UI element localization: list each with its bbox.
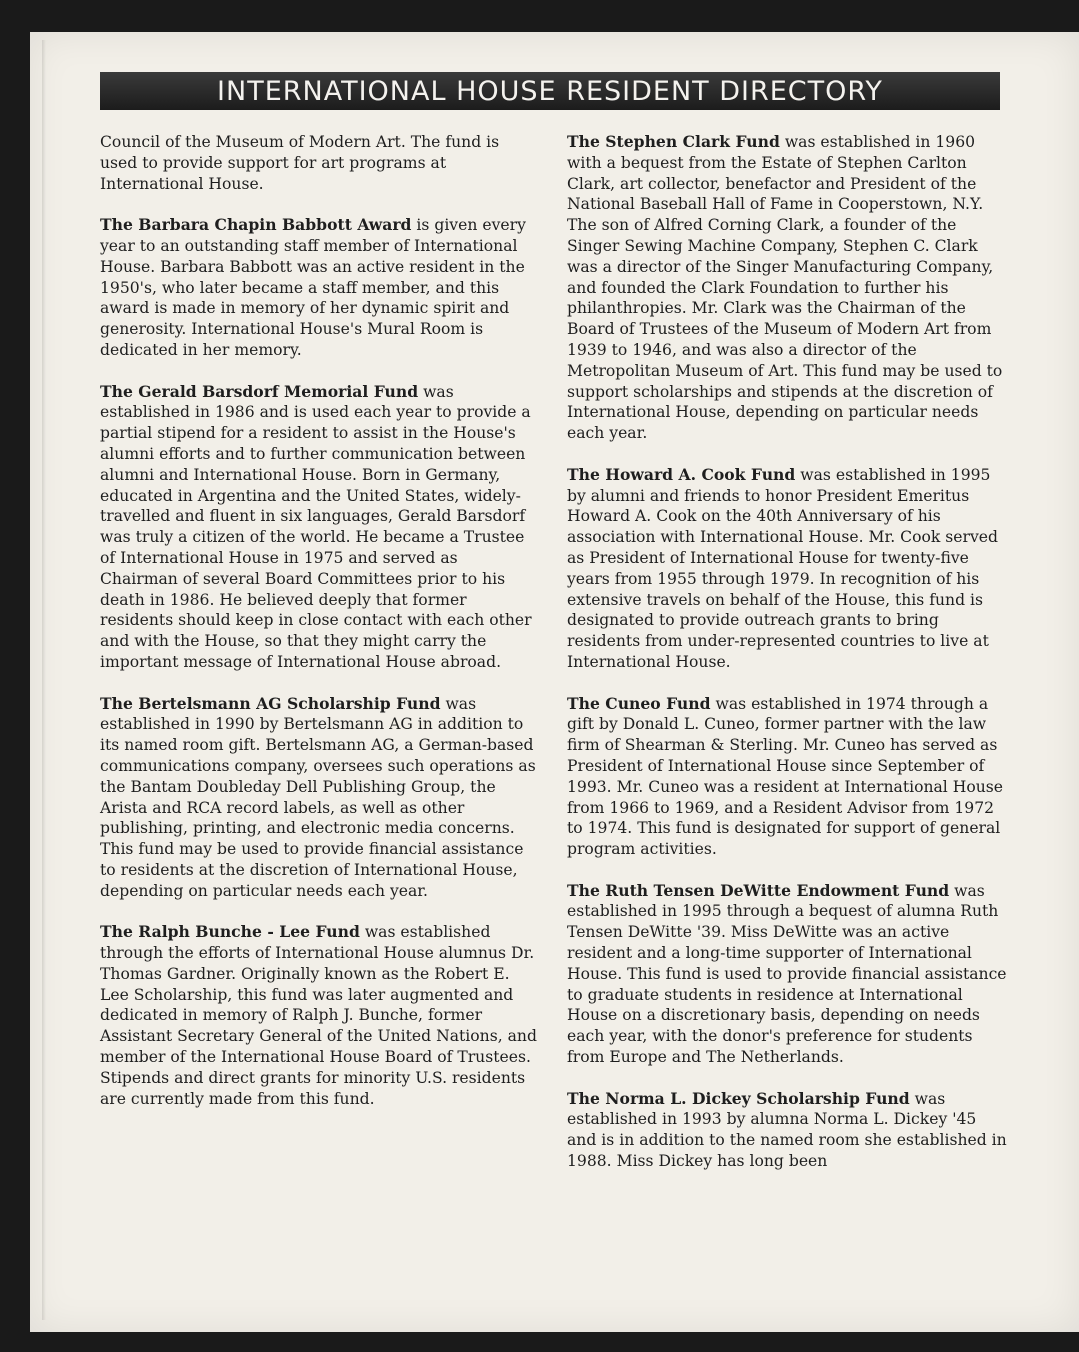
fund-description: was established in 1995 through a bequest of alumna Ruth Tensen DeWitte '39. Miss DeWitte was an active resident and a long-time supporter of International House. This fund is used to provide financial assistance to graduate students in residence at International House on a discretionary basis, depending on needs each year, with the donor's preference for students from Europe and The Netherlands. <box>567 881 1007 1067</box>
fund-description: was established in 1990 by Bertelsmann AG in addition to its named room gift. Bertelsmann AG, a German-based communications company, oversees such operations as the Bantam Doubleday Dell Publishing Group, the Arista and RCA record labels, as well as other publishing, printing, and electronic media concerns. This fund may be used to provide financial assistance to residents at the discretion of International House, depending on particular needs each year. <box>100 694 536 900</box>
fund-entry <box>567 694 1007 860</box>
fund-description: was established in 1974 through a gift by Donald L. Cuneo, former partner with the law firm of Shearman & Sterling. Mr. Cuneo has served as President of International House since September of 1993. Mr. Cuneo was a resident at International House from 1966 to 1969, and a Resident Advisor from 1972 to 1974. This fund is designated for support of general program activities. <box>567 694 1004 859</box>
fund-name: The Stephen Clark Fund <box>567 132 780 151</box>
right-column <box>567 132 1007 1193</box>
fund-name: The Gerald Barsdorf Memorial Fund <box>100 381 419 401</box>
fund-entry <box>100 922 540 1109</box>
fund-description: is given every year to an outstanding staff member of International House. Barbara Babbott was an active resident in the 1950's, who later became a staff member, and this award is made in memory of her dynamic spirit and generosity. International House's Mural Room is dedicated in her memory. <box>100 216 526 359</box>
fund-description: Council of the Museum of Modern Art. The fund is used to provide support for art programs at International House. <box>100 133 500 193</box>
fund-entry <box>567 881 1007 1068</box>
fund-description: was established in 1960 with a bequest from the Estate of Stephen Carlton Clark, art collector, benefactor and President of the National Baseball Hall of Fame in Cooperstown, N.Y. The son of Alfred Corning Clark, a founder of the Singer Sewing Machine Company, Stephen C. Clark was a director of the Singer Manufacturing Company, and founded the Clark Foundation to further his philanthropies. Mr. Clark was the Chairman of the Board of Trustees of the Museum of Modern Art from 1939 to 1946, and was also a director of the Metropolitan Museum of Art. This fund may be used to support scholarships and stipends at the discretion of International House, depending on particular needs each year. <box>567 133 1003 443</box>
fund-description: was established in 1986 and is used each year to provide a partial stipend for a resident to assist in the House's alumni efforts and to further communication between alumni and International House. Born in Germany, educated in Argentina and the United States, widely-travelled and fluent in six languages, Gerald Barsdorf was truly a citizen of the world. He became a Trustee of International House in 1975 and served as Chairman of several Board Committees prior to his death in 1986. He believed deeply that former residents should keep in close contact with each other and with the House, so that they might carry the important message of International House abroad. <box>100 382 532 671</box>
fund-entry <box>100 215 540 361</box>
header-banner <box>100 72 1000 110</box>
left-column <box>100 132 540 1130</box>
fund-name: The Ruth Tensen DeWitte Endowment Fund <box>567 880 950 900</box>
page-fold-shadow <box>42 40 46 1320</box>
fund-entry <box>567 1089 1007 1172</box>
document-page <box>30 32 1079 1332</box>
fund-description: was established in 1995 by alumni and friends to honor President Emeritus Howard A. Cook on the 40th Anniversary of his association with International House. Mr. Cook served as President of International House for twenty-five years from 1955 through 1979. In recognition of his extensive travels on behalf of the House, this fund is designated to provide outreach grants to bring residents from under-represented countries to live at International House. <box>567 465 998 671</box>
fund-name: The Ralph Bunche - Lee Fund <box>100 922 360 942</box>
fund-name: The Norma L. Dickey Scholarship Fund <box>567 1088 910 1108</box>
fund-description: was established through the efforts of International House alumnus Dr. Thomas Gardner. Originally known as the Robert E. Lee Scholarship, this fund was later augmented and dedicated in memory of Ralph J. Bunche, former Assistant Secretary General of the United Nations, and member of the International House Board of Trustees. Stipends and direct grants for minority U.S. residents are currently made from this fund. <box>100 923 537 1108</box>
fund-name: The Bertelsmann AG Scholarship Fund <box>100 693 441 713</box>
fund-entry <box>567 132 1007 444</box>
page-title: INTERNATIONAL HOUSE RESIDENT DIRECTORY <box>217 75 883 107</box>
fund-name: The Howard A. Cook Fund <box>567 464 796 484</box>
fund-entry <box>100 382 540 673</box>
fund-name: The Barbara Chapin Babbott Award <box>100 215 412 235</box>
fund-entry <box>100 694 540 902</box>
fund-description: was established in 1993 by alumna Norma L. Dickey '45 and is in addition to the named room she established in 1988. Miss Dickey has long been <box>567 1089 1007 1171</box>
fund-name: The Cuneo Fund <box>567 693 711 713</box>
fund-entry <box>100 132 540 194</box>
fund-entry <box>567 465 1007 673</box>
